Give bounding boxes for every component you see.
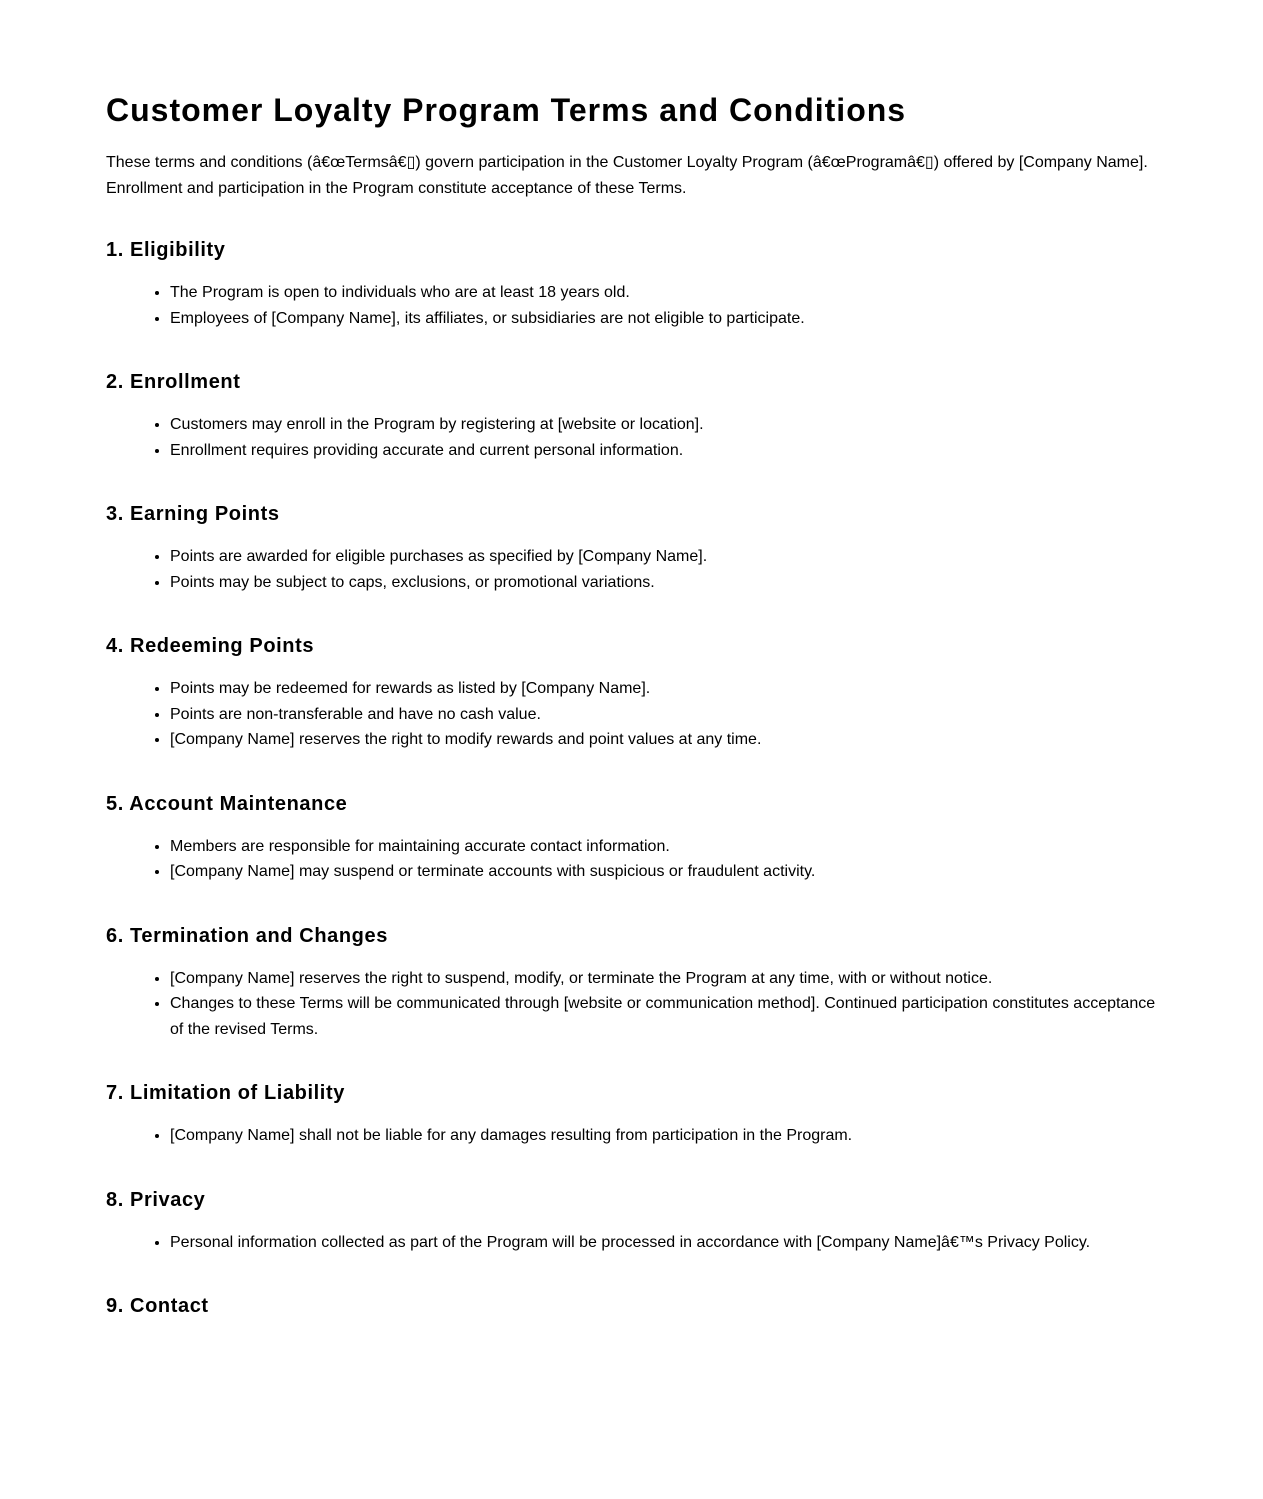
bullet-list — [106, 1230, 1158, 1256]
section-heading: 3. Earning Points — [106, 503, 280, 525]
section-heading: 5. Account Maintenance — [106, 792, 348, 815]
list-item: • [Company Name] reserves the right to suspend, modify, or terminate the Program at any time, with or without notice. — [170, 966, 1158, 992]
section-heading: 6. Termination and Changes — [106, 924, 388, 947]
section-redeeming-points — [106, 633, 1158, 753]
list-item: • Points may be subject to caps, exclusions, or promotional variations. — [170, 570, 1158, 596]
intro-paragraph: These terms and conditions (â€œTermsâ€▯) govern participation in the Customer Loyalty Program (â€œProgramâ€▯) offered by [Company Name]. Enrollment and participation in the Program constitute acceptance of these Terms. — [106, 154, 1148, 197]
section-heading: 1. Eligibility — [106, 239, 226, 261]
list-item: • Enrollment requires providing accurate and current personal information. — [170, 438, 1158, 464]
section-privacy — [106, 1187, 1158, 1256]
list-item: • Members are responsible for maintaining accurate contact information. — [170, 834, 1158, 860]
list-item: • Points are awarded for eligible purchases as specified by [Company Name]. — [170, 544, 1158, 570]
bullet-list — [106, 676, 1158, 753]
page-title: Customer Loyalty Program Terms and Conditions — [106, 92, 907, 128]
section-account-maintenance — [106, 791, 1158, 885]
section-earning-points — [106, 501, 1158, 595]
bullet-list — [106, 1123, 1158, 1149]
list-item: • The Program is open to individuals who are at least 18 years old. — [170, 280, 1158, 306]
list-item: • Personal information collected as part of the Program will be processed in accordance with [Company Name]â€™s Privacy Policy. — [170, 1230, 1158, 1256]
section-heading: 9. Contact — [106, 1295, 209, 1317]
bullet-list — [106, 544, 1158, 595]
bullet-list — [106, 834, 1158, 885]
list-item: • [Company Name] shall not be liable for any damages resulting from participation in the Program. — [170, 1123, 1158, 1149]
bullet-list — [106, 966, 1158, 1043]
section-contact — [106, 1293, 1158, 1319]
section-heading: 2. Enrollment — [106, 371, 241, 393]
list-item: • Changes to these Terms will be communicated through [website or communication method]. Continued participation constitutes acceptance of the revised Terms. — [170, 991, 1158, 1042]
section-heading: 8. Privacy — [106, 1188, 206, 1211]
section-limitation-of-liability — [106, 1080, 1158, 1149]
list-item: • [Company Name] may suspend or terminate accounts with suspicious or fraudulent activity. — [170, 859, 1158, 885]
bullet-list — [106, 280, 1158, 331]
section-enrollment — [106, 369, 1158, 463]
list-item: • Employees of [Company Name], its affiliates, or subsidiaries are not eligible to participate. — [170, 306, 1158, 332]
section-eligibility — [106, 237, 1158, 331]
section-heading: 7. Limitation of Liability — [106, 1082, 345, 1104]
list-item: • [Company Name] reserves the right to modify rewards and point values at any time. — [170, 727, 1158, 753]
section-termination-and-changes — [106, 923, 1158, 1043]
list-item: • Points may be redeemed for rewards as listed by [Company Name]. — [170, 676, 1158, 702]
list-item: • Customers may enroll in the Program by registering at [website or location]. — [170, 412, 1158, 438]
section-heading: 4. Redeeming Points — [106, 635, 315, 657]
list-item: • Points are non-transferable and have no cash value. — [170, 702, 1158, 728]
bullet-list — [106, 412, 1158, 463]
